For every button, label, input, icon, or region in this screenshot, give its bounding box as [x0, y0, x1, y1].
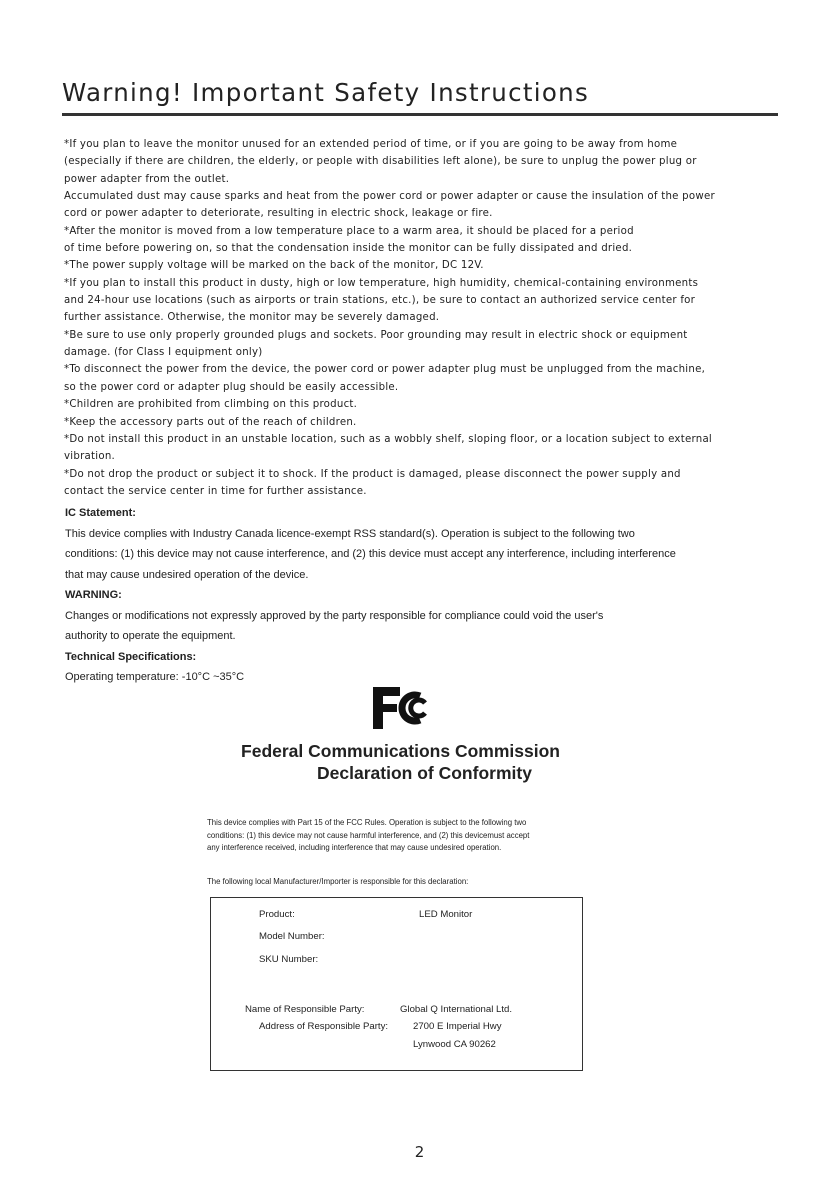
- fcc-heading-line1: Federal Communications Commission: [241, 741, 560, 761]
- warning-line: damage. (for Class I equipment only): [64, 347, 263, 359]
- warning-line: so the power cord or adapter plug should be easily accessible.: [64, 381, 399, 393]
- warning-line: contact the service center in time for further assistance.: [64, 485, 367, 497]
- address-line1: 2700 E Imperial Hwy: [413, 1021, 502, 1032]
- warning-heading: WARNING:: [65, 589, 122, 601]
- page-number: 2: [414, 1143, 425, 1161]
- warning-line: *Do not drop the product or subject it to shock. If the product is damaged, please disconnect the power supply and: [64, 468, 681, 480]
- warning-line: vibration.: [64, 451, 116, 463]
- ic-statement-line: that may cause undesired operation of the device.: [65, 568, 309, 581]
- warning-line: of time before powering on, so that the condensation inside the monitor can be fully dissipated and dried.: [64, 243, 633, 255]
- warning-line: power adapter from the outlet.: [64, 173, 230, 185]
- warning-line: Accumulated dust may cause sparks and heat from the power cord or power adapter or cause the insulation of the power: [64, 191, 715, 203]
- warning-line: and 24-hour use locations (such as airports or train stations, etc.), be sure to contact an authorized service center for: [64, 295, 696, 307]
- warning-line: *To disconnect the power from the device, the power cord or power adapter plug must be unplugged from the machine,: [64, 364, 706, 376]
- warning-line: *After the monitor is moved from a low temperature place to a warm area, it should be placed for a period: [64, 225, 634, 237]
- warning-line: *Children are prohibited from climbing on this product.: [64, 399, 358, 411]
- warning-line: further assistance. Otherwise, the monitor may be severely damaged.: [64, 312, 440, 324]
- safety-warnings-list: [64, 136, 764, 500]
- warning-text-line: authority to operate the equipment.: [65, 630, 236, 642]
- ic-statement-heading: IC Statement:: [65, 507, 136, 519]
- responsible-party-label: Name of Responsible Party:: [245, 1004, 365, 1015]
- fcc-responsible-line: The following local Manufacturer/Importer is responsible for this declaration:: [207, 877, 469, 886]
- warning-line: (especially if there are children, the elderly, or people with disabilities left alone), be sure to unplug the power plug or: [64, 156, 697, 168]
- product-value: LED Monitor: [419, 909, 473, 920]
- page-title: Warning! Important Safety Instructions: [62, 78, 590, 107]
- address-label: Address of Responsible Party:: [259, 1021, 389, 1032]
- warning-line: *The power supply voltage will be marked on the back of the monitor, DC 12V.: [64, 260, 484, 272]
- fcc-body-line: conditions: (1) this device may not cause harmful interference, and (2) this devicemust accept: [207, 830, 530, 840]
- compliance-section: [65, 503, 785, 688]
- ic-statement-line: conditions: (1) this device may not cause interference, and (2) this device must accept any interference, including interference: [65, 548, 676, 560]
- warning-line: cord or power adapter to deteriorate, resulting in electric shock, leakage or fire.: [64, 208, 493, 220]
- warning-line: *Keep the accessory parts out of the reach of children.: [64, 416, 357, 428]
- warning-line: *Do not install this product in an unstable location, such as a wobbly shelf, sloping floor, or a location subject to external: [64, 433, 713, 445]
- declaration-box: [210, 897, 583, 1071]
- sku-number-label: SKU Number:: [259, 954, 319, 965]
- warning-text-line: Changes or modifications not expressly approved by the party responsible for compliance could void the user's: [65, 609, 604, 622]
- operating-temperature: Operating temperature: -10°C ~35°C: [65, 671, 245, 683]
- warning-line: *If you plan to install this product in dusty, high or low temperature, high humidity, chemical-containing environments: [64, 277, 699, 289]
- ic-statement-line: This device complies with Industry Canada licence-exempt RSS standard(s). Operation is subject to the following two: [65, 527, 635, 540]
- model-number-label: Model Number:: [259, 931, 325, 942]
- title-underline: [62, 113, 778, 116]
- address-line2: Lynwood CA 90262: [413, 1039, 496, 1050]
- fcc-body: [207, 817, 529, 855]
- warning-line: *If you plan to leave the monitor unused for an extended period of time, or if you are going to be away from home: [64, 139, 678, 150]
- product-label: Product:: [259, 909, 295, 920]
- fcc-heading: [0, 740, 839, 784]
- tech-specs-heading: Technical Specifications:: [65, 650, 197, 663]
- fcc-body-line: any interference received, including interference that may cause undesired operation.: [207, 843, 502, 853]
- fcc-body-line: This device complies with Part 15 of the FCC Rules. Operation is subject to the following two: [207, 818, 527, 827]
- responsible-party-value: Global Q International Ltd.: [400, 1004, 512, 1015]
- fcc-heading-line2: Declaration of Conformity: [317, 763, 532, 783]
- warning-line: *Be sure to use only properly grounded plugs and sockets. Poor grounding may result in electric shock or equipment: [64, 329, 688, 341]
- fcc-logo: [370, 685, 436, 731]
